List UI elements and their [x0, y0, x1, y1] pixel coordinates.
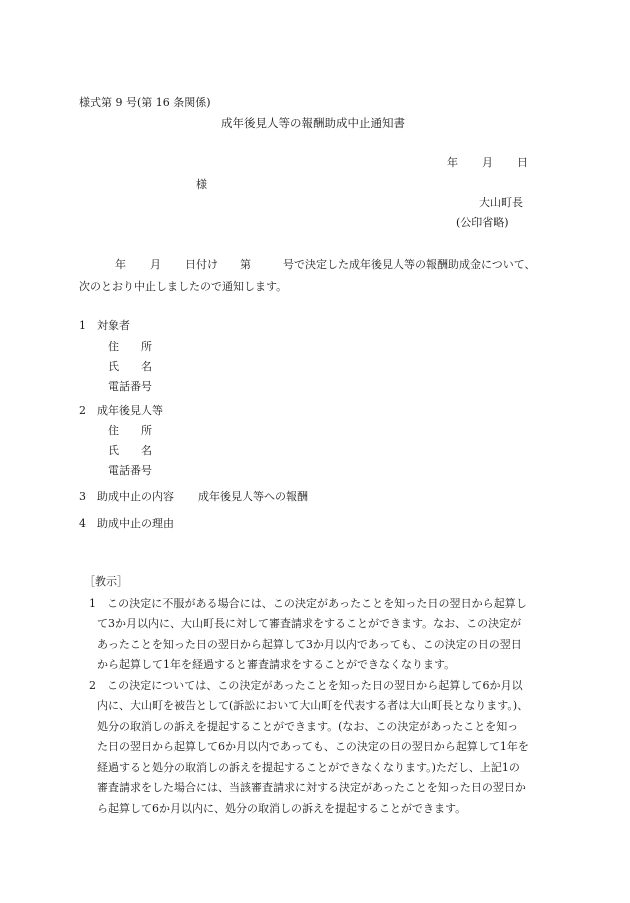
section-1-phone-label: 電話番号	[108, 380, 152, 393]
document-title: 成年後見人等の報酬助成中止通知書	[221, 116, 405, 130]
notice-item-2-line: 2 この決定については、この決定があったことを知った日の翌日から起算して6か月以	[89, 679, 523, 692]
body-no: 第	[240, 258, 251, 271]
notice-item-2-line: 内に、大山町を被告として(訴訟において大山町を代表する者は大山町長となります。)、	[97, 699, 529, 712]
body-rest: 号で決定した成年後見人等の報酬助成金について、	[283, 258, 536, 271]
notice-item-2-line: 処分の取消しの訴えを提起することができます。(なお、この決定があったことを知っ	[97, 720, 519, 733]
body-month: 月	[150, 258, 161, 271]
form-number: 様式第 9 号(第 16 条関係)	[79, 96, 211, 109]
section-2-phone-label: 電話番号	[108, 464, 152, 477]
issuer-name: 大山町長	[479, 196, 523, 209]
notice-item-2-line: た日の翌日から起算して6か月以内であっても、この決定の日の翌日から起算して1年を	[97, 740, 529, 753]
notice-item-2-line: ら起算して6か月以内に、処分の取消しの訴えを提起することができます。	[97, 802, 467, 815]
section-1-address-label: 住 所	[108, 340, 152, 353]
section-title: 成年後見人等	[97, 404, 163, 417]
date-year: 年	[447, 156, 458, 169]
section-value: 成年後見人等への報酬	[198, 490, 308, 503]
section-number: 3	[79, 490, 86, 503]
body-line-2: 次のとおり中止しましたので通知します。	[79, 280, 288, 293]
date-day: 日	[517, 156, 528, 169]
section-1-name-label: 氏 名	[108, 360, 152, 373]
date-line	[447, 157, 528, 168]
body-line-1	[115, 259, 536, 270]
section-number: 1	[79, 319, 86, 332]
notice-item-1-line: から起算して1年を経過すると審査請求をすることができなくなります。	[97, 658, 456, 671]
section-4-heading	[79, 518, 174, 529]
section-title: 対象者	[97, 319, 130, 332]
notice-item-2-line: 経過すると処分の取消しの訴えを提起することができなくなります。)ただし、上記1の	[97, 761, 520, 774]
notice-item-1-line: あったことを知った日の翌日から起算して3か月以内であっても、この決定の日の翌日	[97, 638, 522, 651]
section-1-heading	[79, 320, 130, 331]
section-3-heading	[79, 491, 308, 502]
body-day: 日付け	[185, 258, 218, 271]
seal-note: (公印省略)	[456, 216, 509, 229]
addressee-suffix: 様	[196, 178, 207, 191]
notice-item-2-line: 審査請求をした場合には、当該審査請求に対する決定があったことを知った日の翌日か	[97, 781, 526, 794]
section-number: 2	[79, 404, 86, 417]
section-2-address-label: 住 所	[108, 424, 152, 437]
section-number: 4	[79, 517, 86, 530]
body-year: 年	[115, 258, 126, 271]
section-title: 助成中止の内容	[97, 490, 174, 503]
notice-heading: ［教示］	[84, 575, 128, 588]
section-2-name-label: 氏 名	[108, 444, 152, 457]
notice-item-1-line: 1 この決定に不服がある場合には、この決定があったことを知った日の翌日から起算し	[89, 597, 527, 610]
date-month: 月	[482, 156, 493, 169]
notice-item-1-line: て3か月以内に、大山町長に対して審査請求をすることができます。なお、この決定が	[97, 617, 522, 630]
section-2-heading	[79, 405, 163, 416]
section-title: 助成中止の理由	[97, 517, 174, 530]
